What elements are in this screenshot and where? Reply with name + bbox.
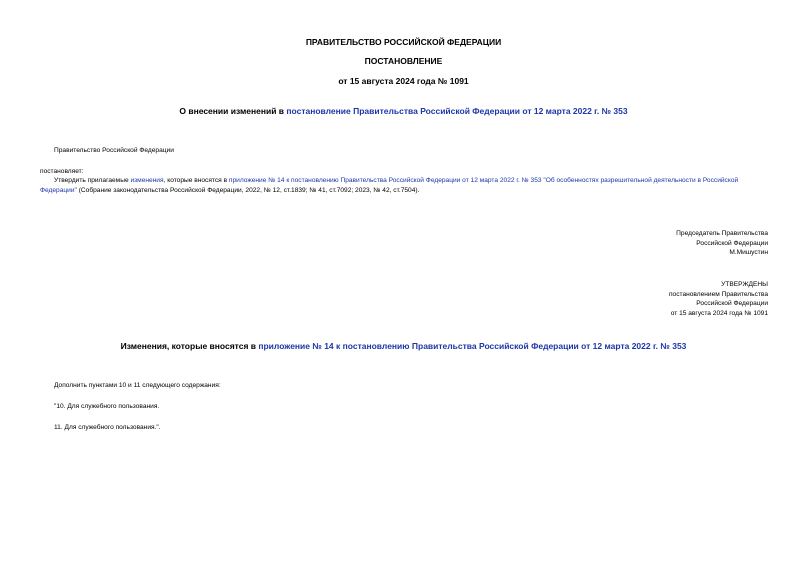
paragraph-approve: [40, 176, 770, 195]
changes-title-prefix: Изменения, которые вносятся в: [120, 341, 259, 351]
paragraph-approve-text-c: (Собрание законодательства Российской Федерации, 2022, № 12, ст.1839; № 41, ст.7092; 2023, № 42, ст.7504).: [76, 186, 420, 194]
changes-item-11: 11. Для служебного пользования.".: [54, 424, 161, 431]
signature-position: Председатель Правительства: [676, 230, 768, 237]
changes-item-10: "10. Для служебного пользования.: [54, 403, 160, 410]
resolution-353-link[interactable]: постановление Правительства Российской Федерации от 12 марта 2022 г. № 353: [286, 106, 628, 116]
doc-type-heading: ПОСТАНОВЛЕНИЕ: [364, 56, 443, 66]
signature-country: Российской Федерации: [696, 239, 768, 247]
approved-country: Российской Федерации: [696, 300, 768, 307]
changes-link[interactable]: изменения: [130, 177, 164, 184]
paragraph-approve-text-b: , которые вносятся в: [163, 177, 229, 184]
changes-title: [0, 341, 807, 351]
approved-by: постановлением Правительства: [668, 290, 768, 298]
government-line: Правительство Российской Федерации: [54, 147, 174, 154]
approved-label: УТВЕРЖДЕНЫ: [721, 281, 768, 288]
approved-date: от 15 августа 2024 года № 1091: [670, 309, 768, 317]
signature-block: [676, 229, 768, 258]
date-number-heading: от 15 августа 2024 года № 1091: [338, 76, 469, 86]
document-title: [0, 106, 807, 116]
document-title-prefix: О внесении изменений в: [179, 106, 287, 116]
approved-block: [669, 280, 768, 318]
changes-intro: Дополнить пунктами 10 и 11 следующего содержания:: [54, 382, 221, 389]
paragraph-approve-text-a: Утвердить прилагаемые: [54, 177, 131, 184]
changes-appendix-link[interactable]: приложение № 14 к постановлению Правительства Российской Федерации от 12 марта 2022 г. № 353: [258, 341, 687, 351]
signature-name: М.Мишустин: [729, 249, 768, 256]
resolves-line: постановляет:: [40, 168, 84, 175]
government-heading: ПРАВИТЕЛЬСТВО РОССИЙСКОЙ ФЕДЕРАЦИИ: [305, 37, 502, 47]
appendix-14-link[interactable]: приложение № 14 к постановлению Правительства Российской Федерации от 12 марта 2022 г. № 353 "Об особенностях разрешительной деятельности в Российской Федерации": [40, 177, 739, 194]
